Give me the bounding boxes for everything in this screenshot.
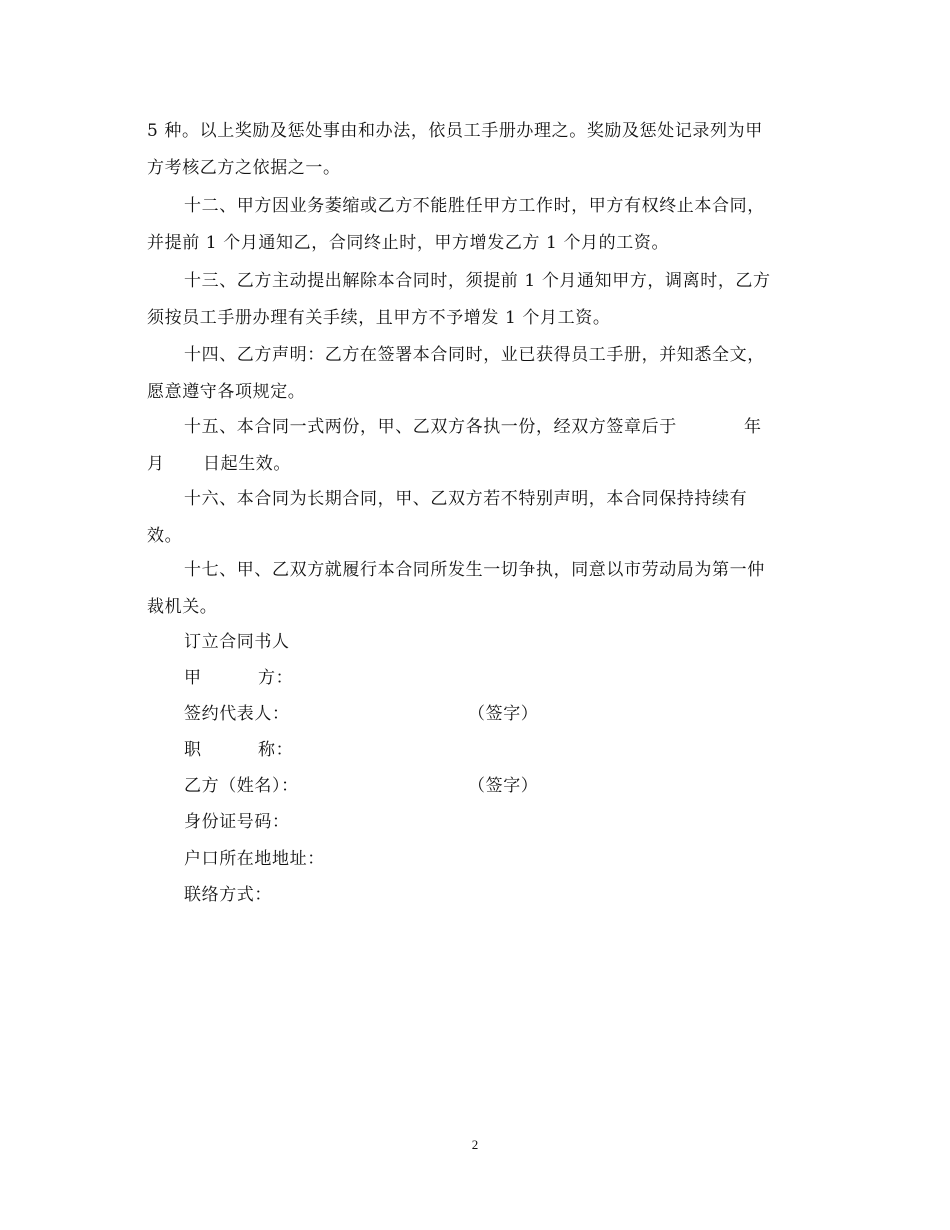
signature-heading: 订立合同书人 [184,632,290,652]
clause-14-line: 愿意遵守各项规定。 [147,382,306,402]
clause-13-line: 须按员工手册办理有关手续，且甲方不予增发 1 个月工资。 [147,308,611,328]
sign-mark-party-b: （签字） [468,776,539,796]
title-label-left: 职 [184,740,202,760]
clause-14-line: 十四、乙方声明：乙方在签署本合同时，业已获得员工手册，并知悉全文， [184,345,765,365]
clause-12-line: 并提前 1 个月通知乙，合同终止时，甲方增发乙方 1 个月的工资。 [147,233,670,253]
clause-15-month: 月 [147,454,165,474]
clause-17-line: 十七、甲、乙双方就履行本合同所发生一切争执，同意以市劳动局为第一仲 [184,560,765,580]
representative-label: 签约代表人： [184,704,290,724]
clause-12-line: 十二、甲方因业务萎缩或乙方不能胜任甲方工作时，甲方有权终止本合同， [184,196,765,216]
party-a-label-right: 方： [258,668,294,688]
paragraph-line: 5 种。以上奖励及惩处事由和办法，依员工手册办理之。奖励及惩处记录列为甲 [147,121,763,141]
party-b-label: 乙方（姓名）： [184,776,299,796]
title-label-right: 称： [258,740,294,760]
contact-label: 联络方式： [184,885,272,905]
paragraph-line: 方考核乙方之依据之一。 [147,158,341,178]
clause-15-line: 十五、本合同一式两份，甲、乙双方各执一份，经双方签章后于 [184,417,677,437]
sign-mark-representative: （签字） [468,704,539,724]
clause-16-line: 效。 [147,526,183,546]
clause-13-line: 十三、乙方主动提出解除本合同时，须提前 1 个月通知甲方，调离时，乙方 [184,271,771,291]
clause-16-line: 十六、本合同为长期合同，甲、乙双方若不特别声明，本合同保持持续有 [184,489,748,509]
clause-15-year: 年 [744,417,762,437]
party-a-label-left: 甲 [184,668,202,688]
household-address-label: 户口所在地地址： [184,849,325,869]
page-number: 2 [471,1137,479,1152]
id-number-label: 身份证号码： [184,812,290,832]
clause-15-day: 日起生效。 [203,454,291,474]
clause-17-line: 裁机关。 [147,597,218,617]
